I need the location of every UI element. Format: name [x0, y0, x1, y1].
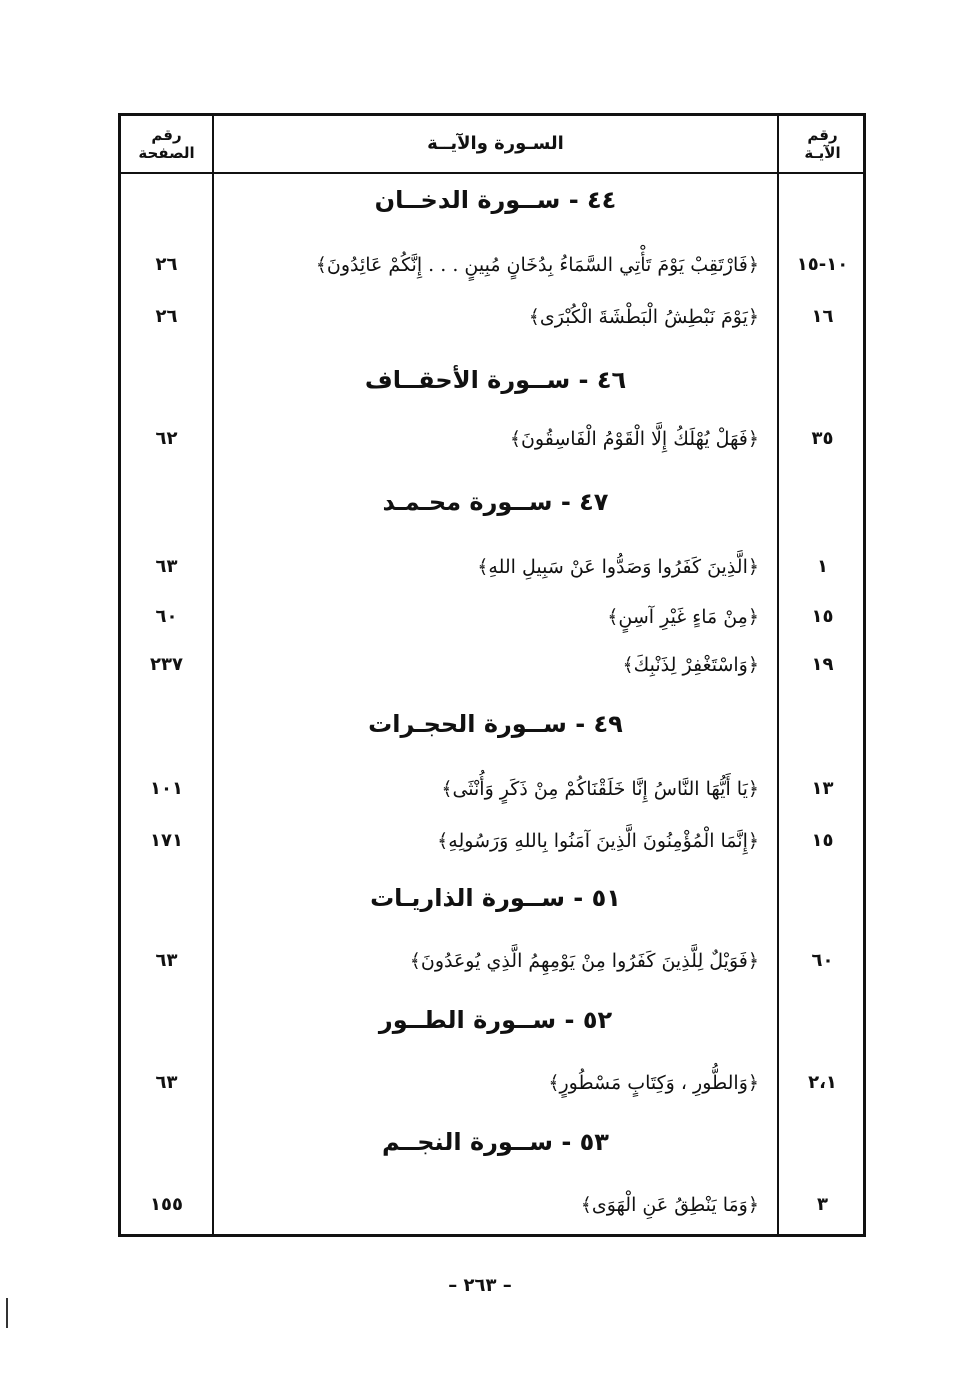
- header-page-label: الصفحة: [138, 144, 195, 162]
- ayah-number: ٣٥: [811, 428, 834, 449]
- header-divider: [121, 172, 863, 174]
- table-row: [121, 654, 863, 698]
- verse-text: ﴿وَالطُّورِ ، وَكِتَابٍ مَسْطُورٍ﴾: [548, 1072, 759, 1094]
- table-row: [121, 778, 863, 822]
- surah-title: ٥٣ - ســورة النجــم: [382, 1128, 609, 1156]
- ayah-number: ٣: [817, 1194, 828, 1215]
- scan-edge-mark: [6, 1298, 8, 1328]
- page-ref: ١٠١: [150, 778, 183, 799]
- page-ref: ٦٣: [155, 950, 178, 971]
- table-row: [121, 556, 863, 600]
- header-ayah-column: [779, 116, 866, 172]
- header-page-label: رقم: [151, 126, 182, 144]
- ayah-number: ١٥: [811, 606, 834, 627]
- verse-text: ﴿فَهَلْ يُهْلَكُ إِلَّا الْقَوْمُ الْفَاسِقُونَ﴾: [509, 428, 759, 450]
- verse-text: ﴿وَمَا يَنْطِقُ عَنِ الْهَوَى﴾: [580, 1194, 759, 1216]
- verse-text: ﴿يَا أَيُّهَا النَّاسُ إِنَّا خَلَقْنَاكُمْ مِنْ ذَكَرٍ وَأُنْثَى﴾: [441, 778, 759, 800]
- table-row: [121, 428, 863, 472]
- table-row: [121, 950, 863, 994]
- table-row: [121, 1072, 863, 1116]
- verse-text: ﴿الَّذِينَ كَفَرُوا وَصَدُّوا عَنْ سَبِيلِ اللهِ﴾: [477, 556, 759, 578]
- page-ref: ٦٣: [155, 1072, 178, 1093]
- page-ref: ٢٣٧: [150, 654, 183, 675]
- header-surah-label: السـورة والآيــة: [427, 133, 564, 154]
- ayah-number: ١٥: [811, 830, 834, 851]
- surah-title: ٥٢ - ســورة الطــور: [378, 1006, 613, 1034]
- verse-text: ﴿فَوَيْلٌ لِلَّذِينَ كَفَرُوا مِنْ يَوْمِهِمُ الَّذِي يُوعَدُونَ﴾: [409, 950, 759, 972]
- page-ref: ٢٦: [155, 254, 178, 275]
- verse-text: ﴿فَارْتَقِبْ يَوْمَ تَأْتِي السَّمَاءُ بِدُخَانٍ مُبِينٍ . . . إِنَّكُمْ عَائِدُونَ﴾: [315, 254, 759, 276]
- page-ref: ١٥٥: [150, 1194, 183, 1215]
- header-ayah-label: الآيـة: [804, 144, 841, 162]
- page-ref: ١٧١: [150, 830, 183, 851]
- surah-title: ٥١ - ســورة الذاريـات: [370, 884, 621, 912]
- ayah-number: ١٦: [811, 306, 834, 327]
- table-row: [121, 306, 863, 350]
- verse-text: ﴿وَاسْتَغْفِرْ لِذَنْبِكَ﴾: [622, 654, 759, 676]
- header-page-column: [121, 116, 212, 172]
- ayah-number: ٢،١: [808, 1072, 837, 1093]
- page-number: – ٢٦٣ –: [448, 1275, 512, 1296]
- table-row: [121, 1194, 863, 1238]
- verse-text: ﴿يَوْمَ نَبْطِشُ الْبَطْشَةَ الْكُبْرَى﴾: [528, 306, 759, 328]
- table-row: [121, 606, 863, 650]
- ayah-number: ١٩: [811, 654, 834, 675]
- ayah-number: ٦٠: [811, 950, 834, 971]
- page-ref: ٦٠: [155, 606, 178, 627]
- surah-title: ٤٤ - ســورة الدخــان: [374, 186, 617, 214]
- verse-text: ﴿مِنْ مَاءٍ غَيْرِ آسِنٍ﴾: [607, 606, 759, 628]
- ayah-number: ١: [817, 556, 828, 577]
- verse-text: ﴿إِنَّمَا الْمُؤْمِنُونَ الَّذِينَ آمَنُوا بِاللهِ وَرَسُولِهِ﴾: [437, 830, 759, 852]
- table-row: [121, 830, 863, 874]
- page-ref: ٦٢: [155, 428, 178, 449]
- header-ayah-label: رقم: [807, 126, 838, 144]
- surah-title: ٤٦ - ســورة الأحقــاف: [364, 366, 627, 394]
- surah-title: ٤٧ - ســورة محـمـد: [382, 488, 609, 516]
- index-table: [118, 113, 866, 1237]
- header-surah-column: [214, 116, 777, 172]
- surah-title: ٤٩ - ســورة الحجـرات: [368, 710, 623, 738]
- page-ref: ٦٣: [155, 556, 178, 577]
- table-row: [121, 254, 863, 298]
- ayah-number: ١٣: [811, 778, 834, 799]
- ayah-number: ١٠-١٥: [796, 254, 849, 275]
- page-ref: ٢٦: [155, 306, 178, 327]
